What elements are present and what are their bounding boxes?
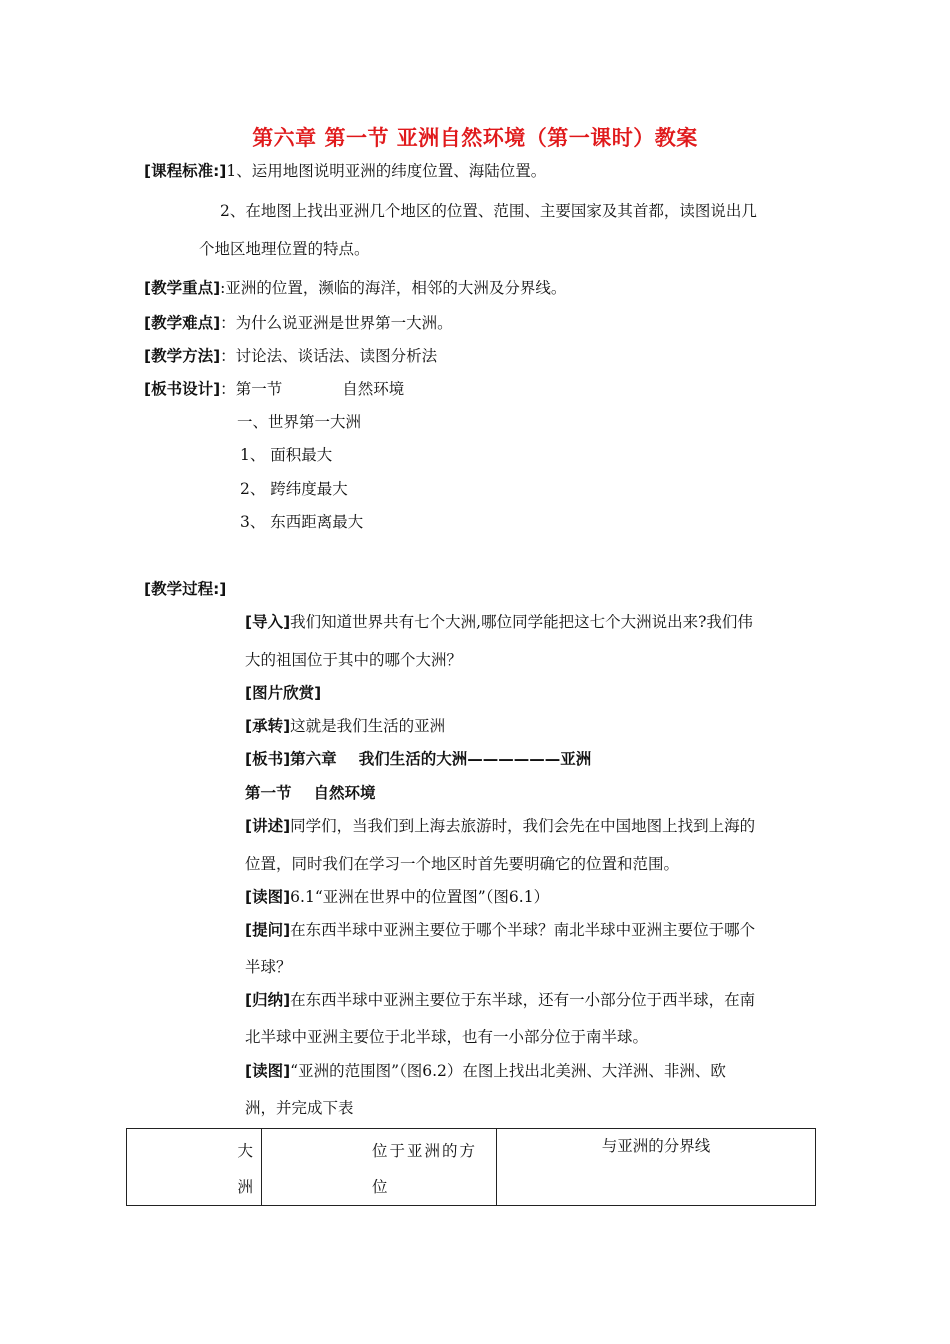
- board-design-line: [144, 378, 404, 400]
- summary-text: 在东西半球中亚洲主要位于东半球，还有一小部分位于西半球，在南: [290, 991, 756, 1009]
- transition-line: [245, 715, 445, 737]
- standard-item2-line1: 2、在地图上找出亚洲几个地区的位置、范围、主要国家及其首都，读图说出几: [220, 202, 757, 220]
- board-chapter-title: 我们生活的大洲——————亚洲: [358, 750, 592, 768]
- lecture-tag: [讲述]: [245, 817, 291, 835]
- read1-line: [245, 886, 549, 908]
- page-title: 第六章 第一节 亚洲自然环境（第一课时）教案: [252, 126, 698, 150]
- board-colon: ：: [220, 380, 236, 398]
- table-header-position-b: 位: [372, 1178, 388, 1196]
- question-text: 在东西半球中亚洲主要位于哪个半球？南北半球中亚洲主要位于哪个: [290, 921, 756, 939]
- transition-text: 这就是我们生活的亚洲: [290, 717, 446, 735]
- table-header-position: [262, 1129, 497, 1206]
- lecture-line1: [245, 815, 755, 837]
- read2-tag: [读图]: [245, 1062, 291, 1080]
- read2-line1: [245, 1060, 726, 1082]
- method-line: [144, 345, 437, 367]
- question-line1: [245, 919, 755, 941]
- lecture-text: 同学们，当我们到上海去旅游时，我们会先在中国地图上找到上海的: [290, 817, 756, 835]
- read2-line2: 洲，并完成下表: [245, 1099, 354, 1117]
- board-chapter-line: [245, 748, 591, 770]
- lecture-line2: 位置，同时我们在学习一个地区时首先要明确它的位置和范围。: [245, 855, 680, 873]
- intro-line2: 大的祖国位于其中的哪个大洲？: [245, 651, 463, 669]
- board-section-line: [245, 782, 376, 804]
- board-heading: 一、世界第一大洲: [237, 413, 362, 431]
- summary-line2: 北半球中亚洲主要位于北半球，也有一小部分位于南半球。: [245, 1028, 649, 1046]
- question-line2: 半球？: [245, 958, 292, 976]
- method-text: ：讨论法、谈话法、读图分析法: [220, 347, 438, 365]
- question-tag: [提问]: [245, 921, 291, 939]
- table-header-continent-a: 大: [237, 1142, 253, 1160]
- table-header-position-a: 位于亚洲的方: [372, 1142, 478, 1160]
- summary-tag: [归纳]: [245, 991, 291, 1009]
- key-point-label: [教学重点]: [144, 279, 221, 297]
- board-item: 1、 面积最大: [240, 446, 333, 464]
- table-header-continent: [127, 1129, 262, 1206]
- table-row: [127, 1129, 816, 1206]
- intro-line1: [245, 611, 753, 633]
- read1-text: 6.1“亚洲在世界中的位置图”（图6.1）: [290, 888, 550, 906]
- table-header-boundary: [497, 1129, 816, 1206]
- difficulty-label: [教学难点]: [144, 314, 221, 332]
- intro-text: 我们知道世界共有七个大洲,哪位同学能把这七个大洲说出来?我们伟: [290, 613, 753, 631]
- difficulty-line: [144, 312, 453, 334]
- intro-tag: [导入]: [245, 613, 291, 631]
- standard-item1: 1、运用地图说明亚洲的纬度位置、海陆位置。: [226, 162, 547, 180]
- board-section-label: 第一节: [245, 784, 292, 802]
- key-point-line: [144, 277, 566, 299]
- board-chapter: 第六章: [290, 750, 337, 768]
- standard-item2-line2: 个地区地理位置的特点。: [199, 240, 370, 258]
- process-label: [教学过程:]: [144, 580, 227, 598]
- table-header-boundary-text: 与亚洲的分界线: [601, 1137, 711, 1155]
- read1-tag: [读图]: [245, 888, 291, 906]
- table-header-continent-b: 洲: [237, 1178, 253, 1196]
- board-section-title: 自然环境: [342, 380, 405, 398]
- continent-table: [126, 1128, 816, 1206]
- read2-text: “亚洲的范围图”（图6.2）在图上找出北美洲、大洋洲、非洲、欧: [290, 1062, 726, 1080]
- standard-label: [课程标准:]: [144, 162, 227, 180]
- standard-line: [144, 160, 546, 182]
- board-label: [板书设计]: [144, 380, 221, 398]
- board-item: 2、 跨纬度最大: [240, 480, 348, 498]
- pictures-tag: [图片欣赏]: [245, 684, 322, 702]
- summary-line1: [245, 989, 755, 1011]
- method-label: [教学方法]: [144, 347, 221, 365]
- board-section: 第一节: [235, 380, 283, 398]
- board-item: 3、 东西距离最大: [240, 513, 364, 531]
- board-tag: [板书]: [245, 750, 291, 768]
- board-section-name: 自然环境: [313, 784, 376, 802]
- key-point-text: :亚洲的位置，濒临的海洋，相邻的大洲及分界线。: [220, 279, 567, 297]
- difficulty-text: ：为什么说亚洲是世界第一大洲。: [220, 314, 453, 332]
- transition-tag: [承转]: [245, 717, 291, 735]
